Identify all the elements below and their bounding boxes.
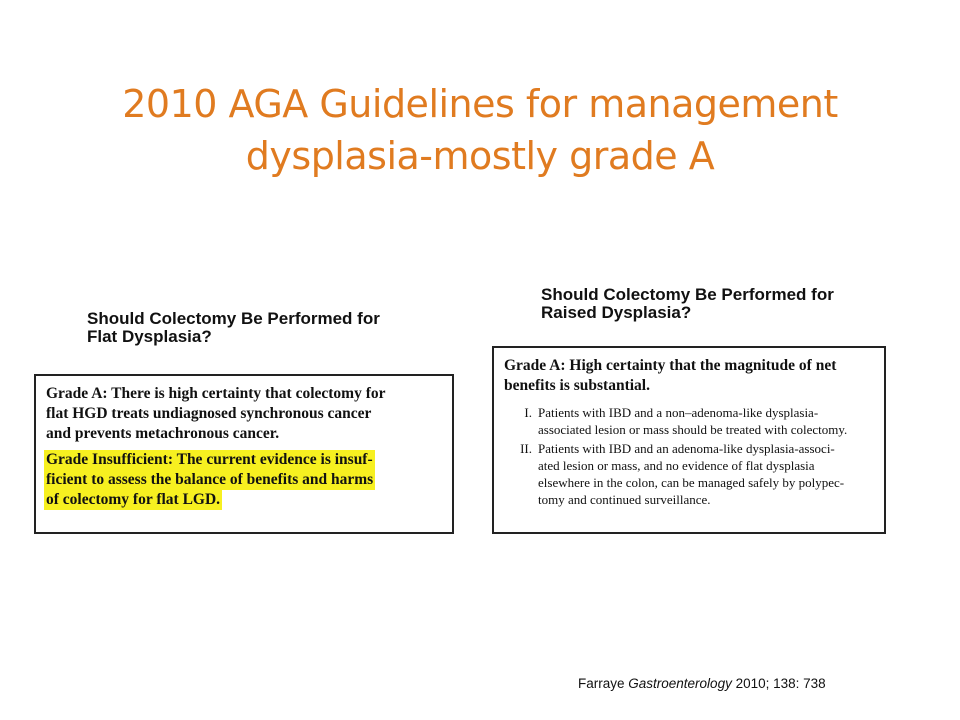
grade-a-line: Grade A: There is high certainty that colectomy for: [46, 385, 386, 402]
grade-a-statement: [46, 384, 442, 444]
item-numeral: I.: [524, 405, 532, 420]
flat-dysplasia-guideline-box: [34, 374, 454, 534]
item-line: Patients with IBD and a non–adenoma-like dysplasia-: [538, 405, 819, 420]
heading-line: Should Colectomy Be Performed for: [87, 309, 380, 328]
item-line: ated lesion or mass, and no evidence of flat dysplasia: [538, 458, 815, 473]
item-line: Patients with IBD and an adenoma-like dysplasia-associ-: [538, 441, 835, 456]
flat-dysplasia-heading: [87, 310, 380, 346]
citation-details: 2010; 138: 738: [731, 676, 826, 691]
item-line: elsewhere in the colon, can be managed safely by polypec-: [538, 475, 845, 490]
item-text: [538, 404, 847, 438]
highlighted-line: Grade Insufficient: The current evidence is insuf-: [46, 451, 373, 468]
slide-title-line-2: dysplasia-mostly grade A: [245, 134, 715, 178]
item-line: associated lesion or mass should be treated with colectomy.: [538, 422, 848, 437]
recommendation-item: [504, 440, 874, 508]
item-numeral: II.: [520, 441, 532, 456]
highlighted-line: ficient to assess the balance of benefits and harms: [46, 471, 374, 488]
raised-dysplasia-heading: [541, 286, 834, 322]
slide-title: [60, 78, 900, 182]
slide-title-line-1: 2010 AGA Guidelines for management: [122, 82, 838, 126]
grade-insufficient-statement: [46, 450, 442, 510]
heading-line: Flat Dysplasia?: [87, 327, 212, 346]
heading-line: Should Colectomy Be Performed for: [541, 285, 834, 304]
citation-author: Farraye: [578, 676, 629, 691]
grade-a-line: benefits is substantial.: [504, 377, 650, 394]
heading-line: Raised Dysplasia?: [541, 303, 692, 322]
citation-journal: Gastroenterology: [628, 676, 732, 691]
grade-a-line: and prevents metachronous cancer.: [46, 425, 280, 442]
recommendation-item: [504, 404, 874, 438]
grade-a-line: Grade A: High certainty that the magnitude of net: [504, 357, 837, 374]
raised-dysplasia-guideline-box: [492, 346, 886, 534]
highlighted-line: of colectomy for flat LGD.: [46, 491, 221, 508]
grade-a-statement: [504, 356, 874, 396]
grade-a-line: flat HGD treats undiagnosed synchronous cancer: [46, 405, 372, 422]
item-text: [538, 440, 844, 508]
item-line: tomy and continued surveillance.: [538, 492, 711, 507]
citation: [578, 676, 826, 691]
